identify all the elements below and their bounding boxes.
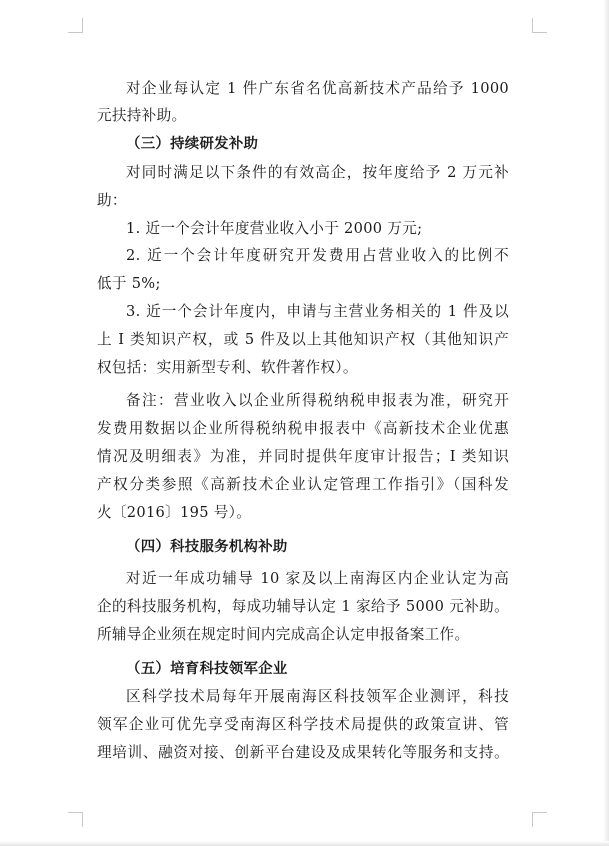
crop-mark-bottom-right [532, 812, 547, 827]
page-edge-right [603, 0, 609, 846]
body-line: 权包括：实用新型专利、软件著作权）。 [97, 359, 358, 376]
crop-mark-top-left [68, 18, 83, 33]
body-line: 低于 5%; [97, 275, 161, 292]
crop-mark-bottom-left [68, 812, 83, 827]
section-heading: （三）持续研发补助 [126, 136, 259, 152]
body-line: 助： [97, 192, 127, 209]
note-line: 情况及明细表》为准，并同时提供年度审计报告；I 类知识 [97, 448, 509, 465]
list-item: 3. 近一个会计年度内，申请与主营业务相关的 1 件及以 [126, 303, 509, 320]
body-line: 上 I 类知识产权，或 5 件及以上其他知识产权（其他知识产 [97, 331, 509, 348]
body-line: 区科学技术局每年开展南海区科技领军企业测评，科技 [126, 688, 509, 705]
note-line: 火〔2016〕195 号）。 [97, 504, 252, 521]
note-line: 备注：营业收入以企业所得税纳税申报表为准，研究开 [126, 392, 509, 409]
note-line: 发费用数据以企业所得税纳税申报表中《高新技术企业优惠 [97, 420, 509, 437]
crop-mark-top-right [532, 18, 547, 33]
body-line: 元扶持补助。 [97, 107, 187, 124]
list-item: 1. 近一个会计年度营业收入小于 2000 万元; [126, 220, 423, 237]
page-edge-bottom [0, 841, 609, 846]
body-line: 企的科技服务机构，每成功辅导认定 1 家给予 5000 元补助。 [97, 598, 509, 615]
section-heading: （五）培育科技领军企业 [126, 661, 288, 677]
body-line: 理培训、融资对接、创新平台建设及成果转化等服务和支持。 [97, 744, 509, 761]
section-heading: （四）科技服务机构补助 [126, 539, 288, 555]
body-line: 领军企业可优先享受南海区科学技术局提供的政策宣讲、管 [97, 716, 509, 733]
list-item: 2. 近一个会计年度研究开发费用占营业收入的比例不 [126, 247, 509, 264]
body-line: 所辅导企业须在规定时间内完成高企认定申报备案工作。 [97, 626, 470, 643]
body-line: 对企业每认定 1 件广东省名优高新技术产品给予 1000 [126, 80, 509, 97]
body-line: 对同时满足以下条件的有效高企，按年度给予 2 万元补 [126, 164, 509, 181]
body-line: 对近一年成功辅导 10 家及以上南海区内企业认定为高 [126, 570, 509, 587]
note-line: 产权分类参照《高新技术企业认定管理工作指引》（国科发 [97, 476, 509, 493]
